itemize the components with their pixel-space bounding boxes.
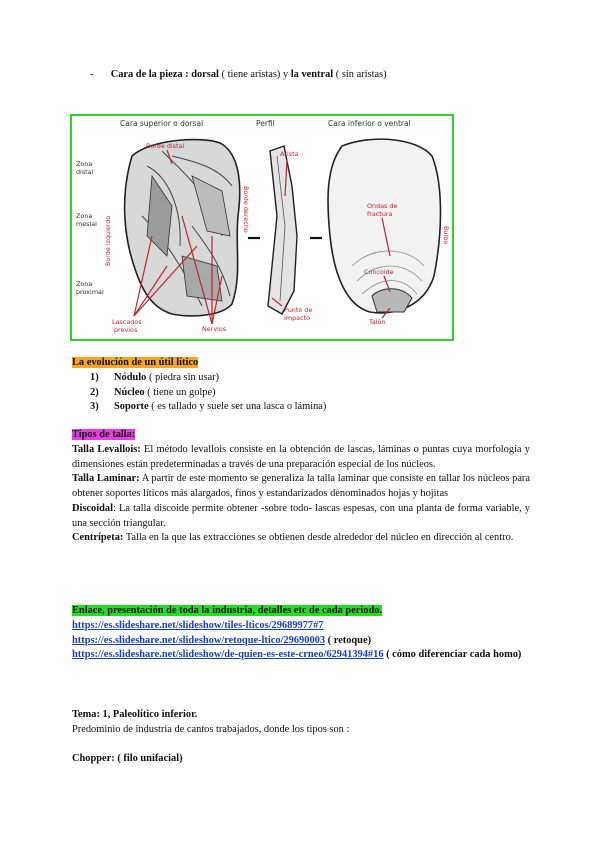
label-zona-distal-1: Zona xyxy=(76,160,93,168)
link-de-quien-es-este-craneo[interactable]: https://es.slideshare.net/slideshow/de-quien-es-este-crneo/62941394#16 xyxy=(72,649,384,661)
intro-text-1: ( tiene aristas) y xyxy=(218,69,291,80)
list-item: 1) Nódulo ( piedra sin usar) xyxy=(90,371,220,383)
list-item: 3) Soporte ( es tallado y suele ser una lasca o lámina) xyxy=(90,401,327,413)
label-talon: Talón xyxy=(369,318,386,326)
lithic-flake-figure xyxy=(70,114,454,341)
label-lascados-2: previos xyxy=(114,326,138,334)
evolucion-section xyxy=(72,356,532,415)
label-borde-derecho: Borde derecho xyxy=(242,186,250,233)
tipos-section xyxy=(72,428,530,546)
link-retoque-litico[interactable]: https://es.slideshare.net/slideshow/retoque-ltico/29690003 xyxy=(72,634,326,646)
paragraph-laminar: Talla Laminar: A partir de este momento se generaliza la talla laminar que consiste en tallar los núcleos para obtener soportes líticos más alargados, finos y estandarizados denominados hojas y hojitas xyxy=(72,473,530,500)
label-dorsal: Cara superior o dorsal xyxy=(120,119,204,128)
intro-bold-ventral: la ventral xyxy=(290,69,334,80)
label-arista: Arista xyxy=(280,150,299,158)
label-nervios: Nervios xyxy=(202,325,227,333)
label-ondas-2: fractura xyxy=(367,210,393,218)
intro-line xyxy=(90,68,387,83)
intro-bold-dorsal: Cara de la pieza : dorsal xyxy=(110,69,219,80)
tipos-heading: Tipos de talla: xyxy=(72,429,136,440)
paragraph-discoidal: Discoidal: La talla discoide permite obtener -sobre todo- lascas espesas, con una planta de forma variable, y una sección triangular. xyxy=(72,502,530,529)
enlaces-section xyxy=(72,604,534,663)
link-tiles-liticos[interactable]: https://es.slideshare.net/slideshow/tiles-lticos/29689977#7 xyxy=(72,619,324,631)
label-zona-proximal-2: proximal xyxy=(76,288,104,296)
label-punto-1: Punto de xyxy=(284,306,313,314)
label-lascados-1: Lascados xyxy=(112,318,142,326)
label-concoide: Concoide xyxy=(364,268,394,276)
evolucion-heading: La evolución de un útil lítico xyxy=(72,357,199,368)
label-ventral: Cara inferior o ventral xyxy=(328,119,411,128)
label-zona-mesial-2: mesial xyxy=(76,220,97,228)
enlaces-heading: Enlace, presentación de toda la industria, detalles etc de cada periodo. xyxy=(72,605,383,616)
label-zona-mesial-1: Zona xyxy=(76,212,93,220)
label-borde-izquierdo: Borde izquierdo xyxy=(104,215,112,266)
chopper-heading: Chopper: ( filo unifacial) xyxy=(72,752,183,764)
list-item: 2) Núcleo ( tiene un golpe) xyxy=(90,386,216,398)
link-retoque-note: ( retoque) xyxy=(325,634,372,646)
tema-text: Predominio de industria de cantos trabajados, donde los tipos son : xyxy=(72,723,350,735)
label-bulbo: Bulbo xyxy=(442,226,450,245)
flake-diagram xyxy=(72,116,452,339)
paragraph-centripeta: Centrípeta: Talla en la que las extracciones se obtienen desde alrededor del núcleo en dirección al centro. xyxy=(72,532,514,544)
link-craneo-note: ( cómo diferenciar cada homo) xyxy=(383,649,522,661)
evolucion-list xyxy=(90,371,532,415)
label-perfil: Perfil xyxy=(256,119,275,128)
intro-dash: - xyxy=(90,69,94,80)
paragraph-levallois: Talla Levallois: El método levallois consiste en la obtención de lascas, láminas o puntas cuya morfología y dimensiones están predeterminadas a través de una preparación especial de los núcleos. xyxy=(72,443,531,470)
label-zona-proximal-1: Zona xyxy=(76,280,93,288)
label-borde-distal: Borde distal xyxy=(146,142,185,150)
tema-heading: Tema: 1, Paleolítico inferior. xyxy=(72,709,198,720)
label-punto-2: Impacto xyxy=(284,314,311,322)
tema-section xyxy=(72,708,532,766)
profile-drawing xyxy=(268,146,297,314)
label-zona-distal-2: distal xyxy=(76,168,94,176)
label-ondas-1: Ondas de xyxy=(367,202,398,210)
intro-text-2: ( sin aristas) xyxy=(333,69,387,80)
